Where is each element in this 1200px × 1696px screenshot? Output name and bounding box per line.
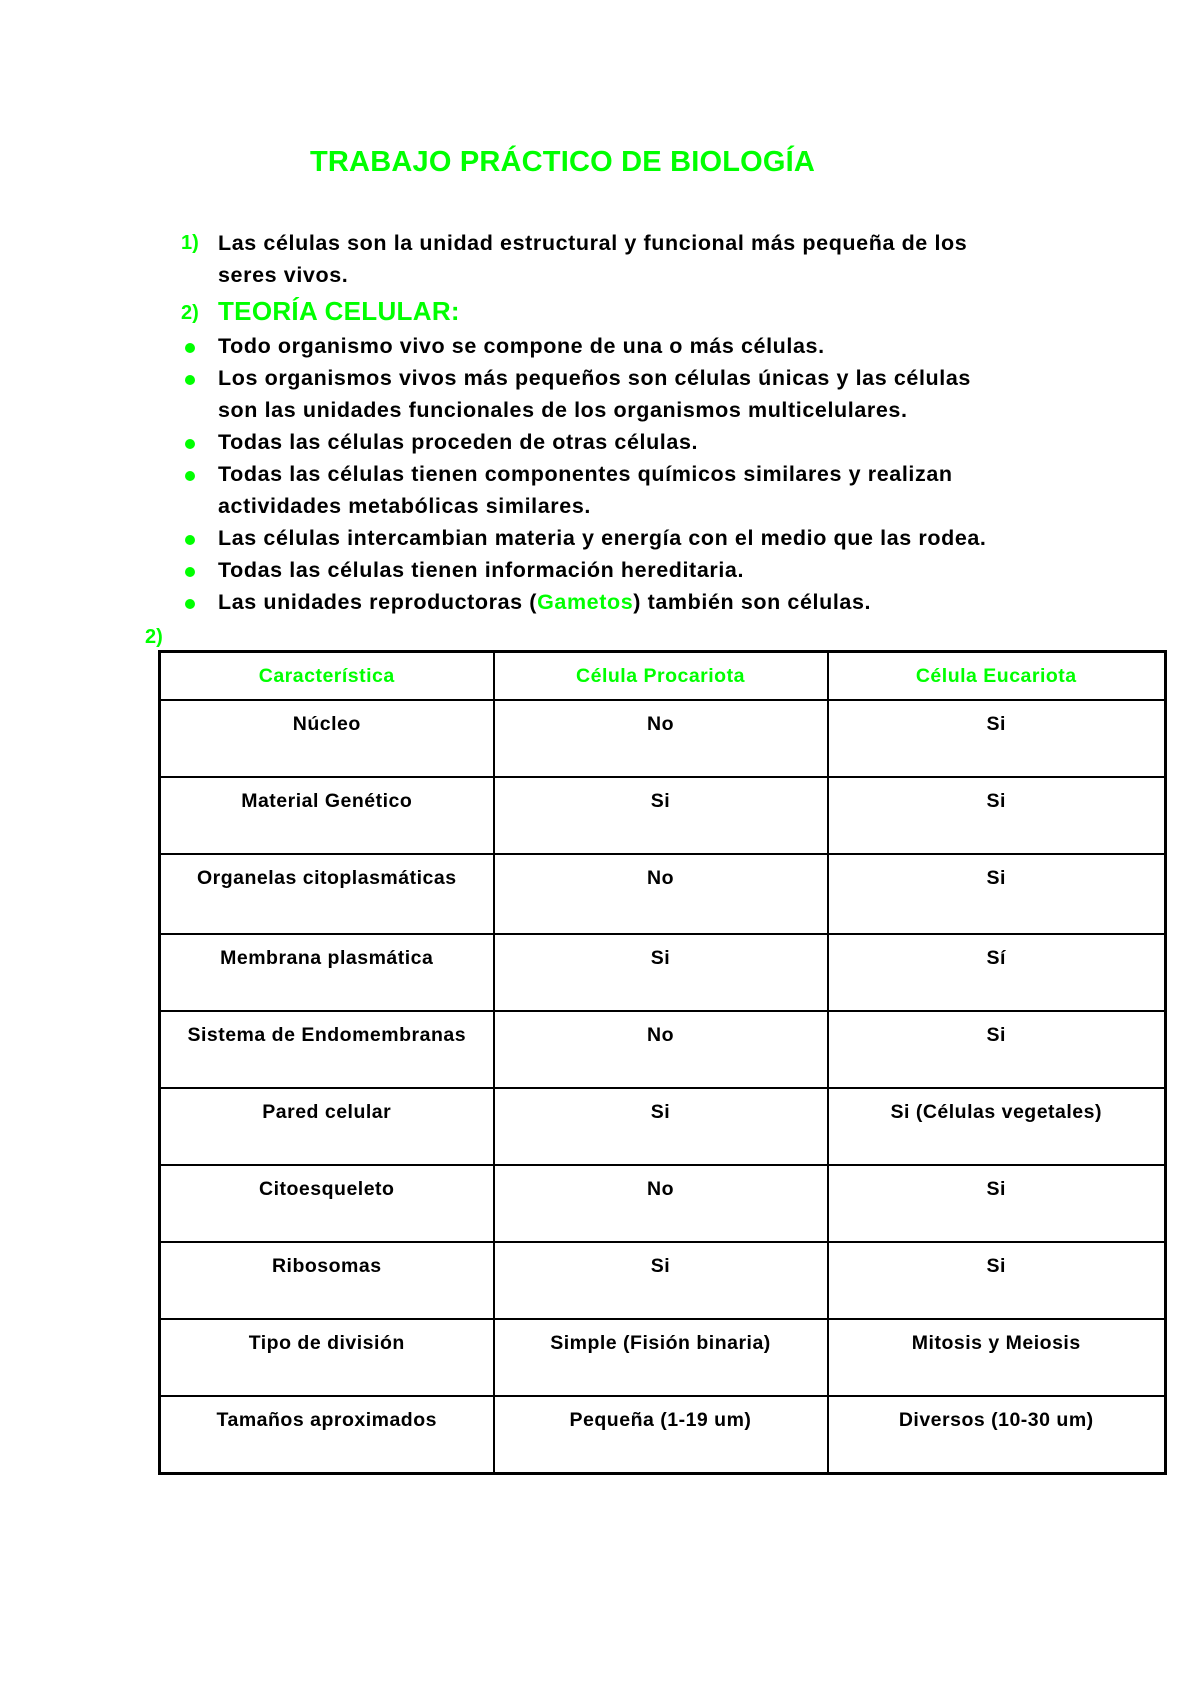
cell-prokaryote: Si: [494, 777, 828, 854]
table-row: [160, 700, 1166, 777]
item-1-text-line-1: Las células son la unidad estructural y funcional más pequeña de los: [218, 231, 968, 255]
cell-feature: Núcleo: [160, 700, 494, 777]
gametes-highlight: Gametos: [537, 590, 634, 614]
table-header-row: [160, 652, 1166, 701]
cell-eukaryote: Si: [828, 700, 1166, 777]
cell-prokaryote: No: [494, 1011, 828, 1088]
cell-eukaryote: Si (Células vegetales): [828, 1088, 1166, 1165]
bullet-4-text-line-1: Todas las células tienen componentes químicos similares y realizan: [218, 462, 953, 486]
cell-eukaryote: Si: [828, 1011, 1166, 1088]
cell-prokaryote: Simple (Fisión binaria): [494, 1319, 828, 1396]
cell-feature: Citoesqueleto: [160, 1165, 494, 1242]
cell-eukaryote: Si: [828, 777, 1166, 854]
table-row: [160, 934, 1166, 1011]
cell-feature: Sistema de Endomembranas: [160, 1011, 494, 1088]
cell-feature: Ribosomas: [160, 1242, 494, 1319]
cell-theory-heading: TEORÍA CELULAR:: [218, 296, 460, 326]
cell-prokaryote: No: [494, 1165, 828, 1242]
header-prokaryote: Célula Procariota: [494, 652, 828, 701]
table-row: [160, 1088, 1166, 1165]
header-feature: Característica: [160, 652, 494, 701]
table-row: [160, 1319, 1166, 1396]
bullet-7-text-after: ) también son células.: [633, 590, 872, 614]
cell-prokaryote: Si: [494, 1088, 828, 1165]
cell-comparison-table: [158, 650, 1167, 1475]
cell-eukaryote: Si: [828, 1242, 1166, 1319]
table-row: [160, 1165, 1166, 1242]
cell-prokaryote: No: [494, 854, 828, 934]
bullet-dot-icon: [185, 599, 195, 609]
cell-eukaryote: Mitosis y Meiosis: [828, 1319, 1166, 1396]
bullet-2-text-line-2: son las unidades funcionales de los organismos multicelulares.: [218, 398, 908, 422]
document-title: TRABAJO PRÁCTICO DE BIOLOGÍA: [310, 146, 816, 178]
bullet-5-text: Las células intercambian materia y energía con el medio que las rodea.: [218, 526, 987, 550]
cell-prokaryote: Si: [494, 934, 828, 1011]
table-row: [160, 854, 1166, 934]
bullet-1-text: Todo organismo vivo se compone de una o más células.: [218, 334, 825, 358]
bullet-dot-icon: [185, 471, 195, 481]
cell-eukaryote: Sí: [828, 934, 1166, 1011]
table-section-number: 2): [145, 626, 163, 648]
table-row: [160, 777, 1166, 854]
bullet-dot-icon: [185, 567, 195, 577]
table-row: [160, 1011, 1166, 1088]
bullet-4-text-line-2: actividades metabólicas similares.: [218, 494, 591, 518]
cell-prokaryote: Pequeña (1-19 um): [494, 1396, 828, 1473]
cell-eukaryote: Diversos (10-30 um): [828, 1396, 1166, 1473]
item-2-number: 2): [181, 302, 199, 324]
cell-prokaryote: Si: [494, 1242, 828, 1319]
item-1-text-line-2: seres vivos.: [218, 263, 349, 287]
cell-prokaryote: No: [494, 700, 828, 777]
bullet-7-text-before: Las unidades reproductoras (: [218, 590, 538, 614]
bullet-dot-icon: [185, 535, 195, 545]
cell-feature: Pared celular: [160, 1088, 494, 1165]
cell-feature: Membrana plasmática: [160, 934, 494, 1011]
bullet-dot-icon: [185, 375, 195, 385]
cell-feature: Tamaños aproximados: [160, 1396, 494, 1473]
bullet-3-text: Todas las células proceden de otras células.: [218, 430, 699, 454]
table-row: [160, 1396, 1166, 1473]
cell-feature: Material Genético: [160, 777, 494, 854]
bullet-6-text: Todas las células tienen información hereditaria.: [218, 558, 745, 582]
cell-eukaryote: Si: [828, 854, 1166, 934]
header-eukaryote: Célula Eucariota: [828, 652, 1166, 701]
bullet-2-text-line-1: Los organismos vivos más pequeños son células únicas y las células: [218, 366, 971, 390]
bullet-7-text: [218, 590, 871, 615]
cell-eukaryote: Si: [828, 1165, 1166, 1242]
bullet-dot-icon: [185, 439, 195, 449]
item-1-number: 1): [181, 232, 199, 254]
bullet-dot-icon: [185, 343, 195, 353]
cell-feature: Tipo de división: [160, 1319, 494, 1396]
table-row: [160, 1242, 1166, 1319]
cell-feature: Organelas citoplasmáticas: [160, 854, 494, 934]
